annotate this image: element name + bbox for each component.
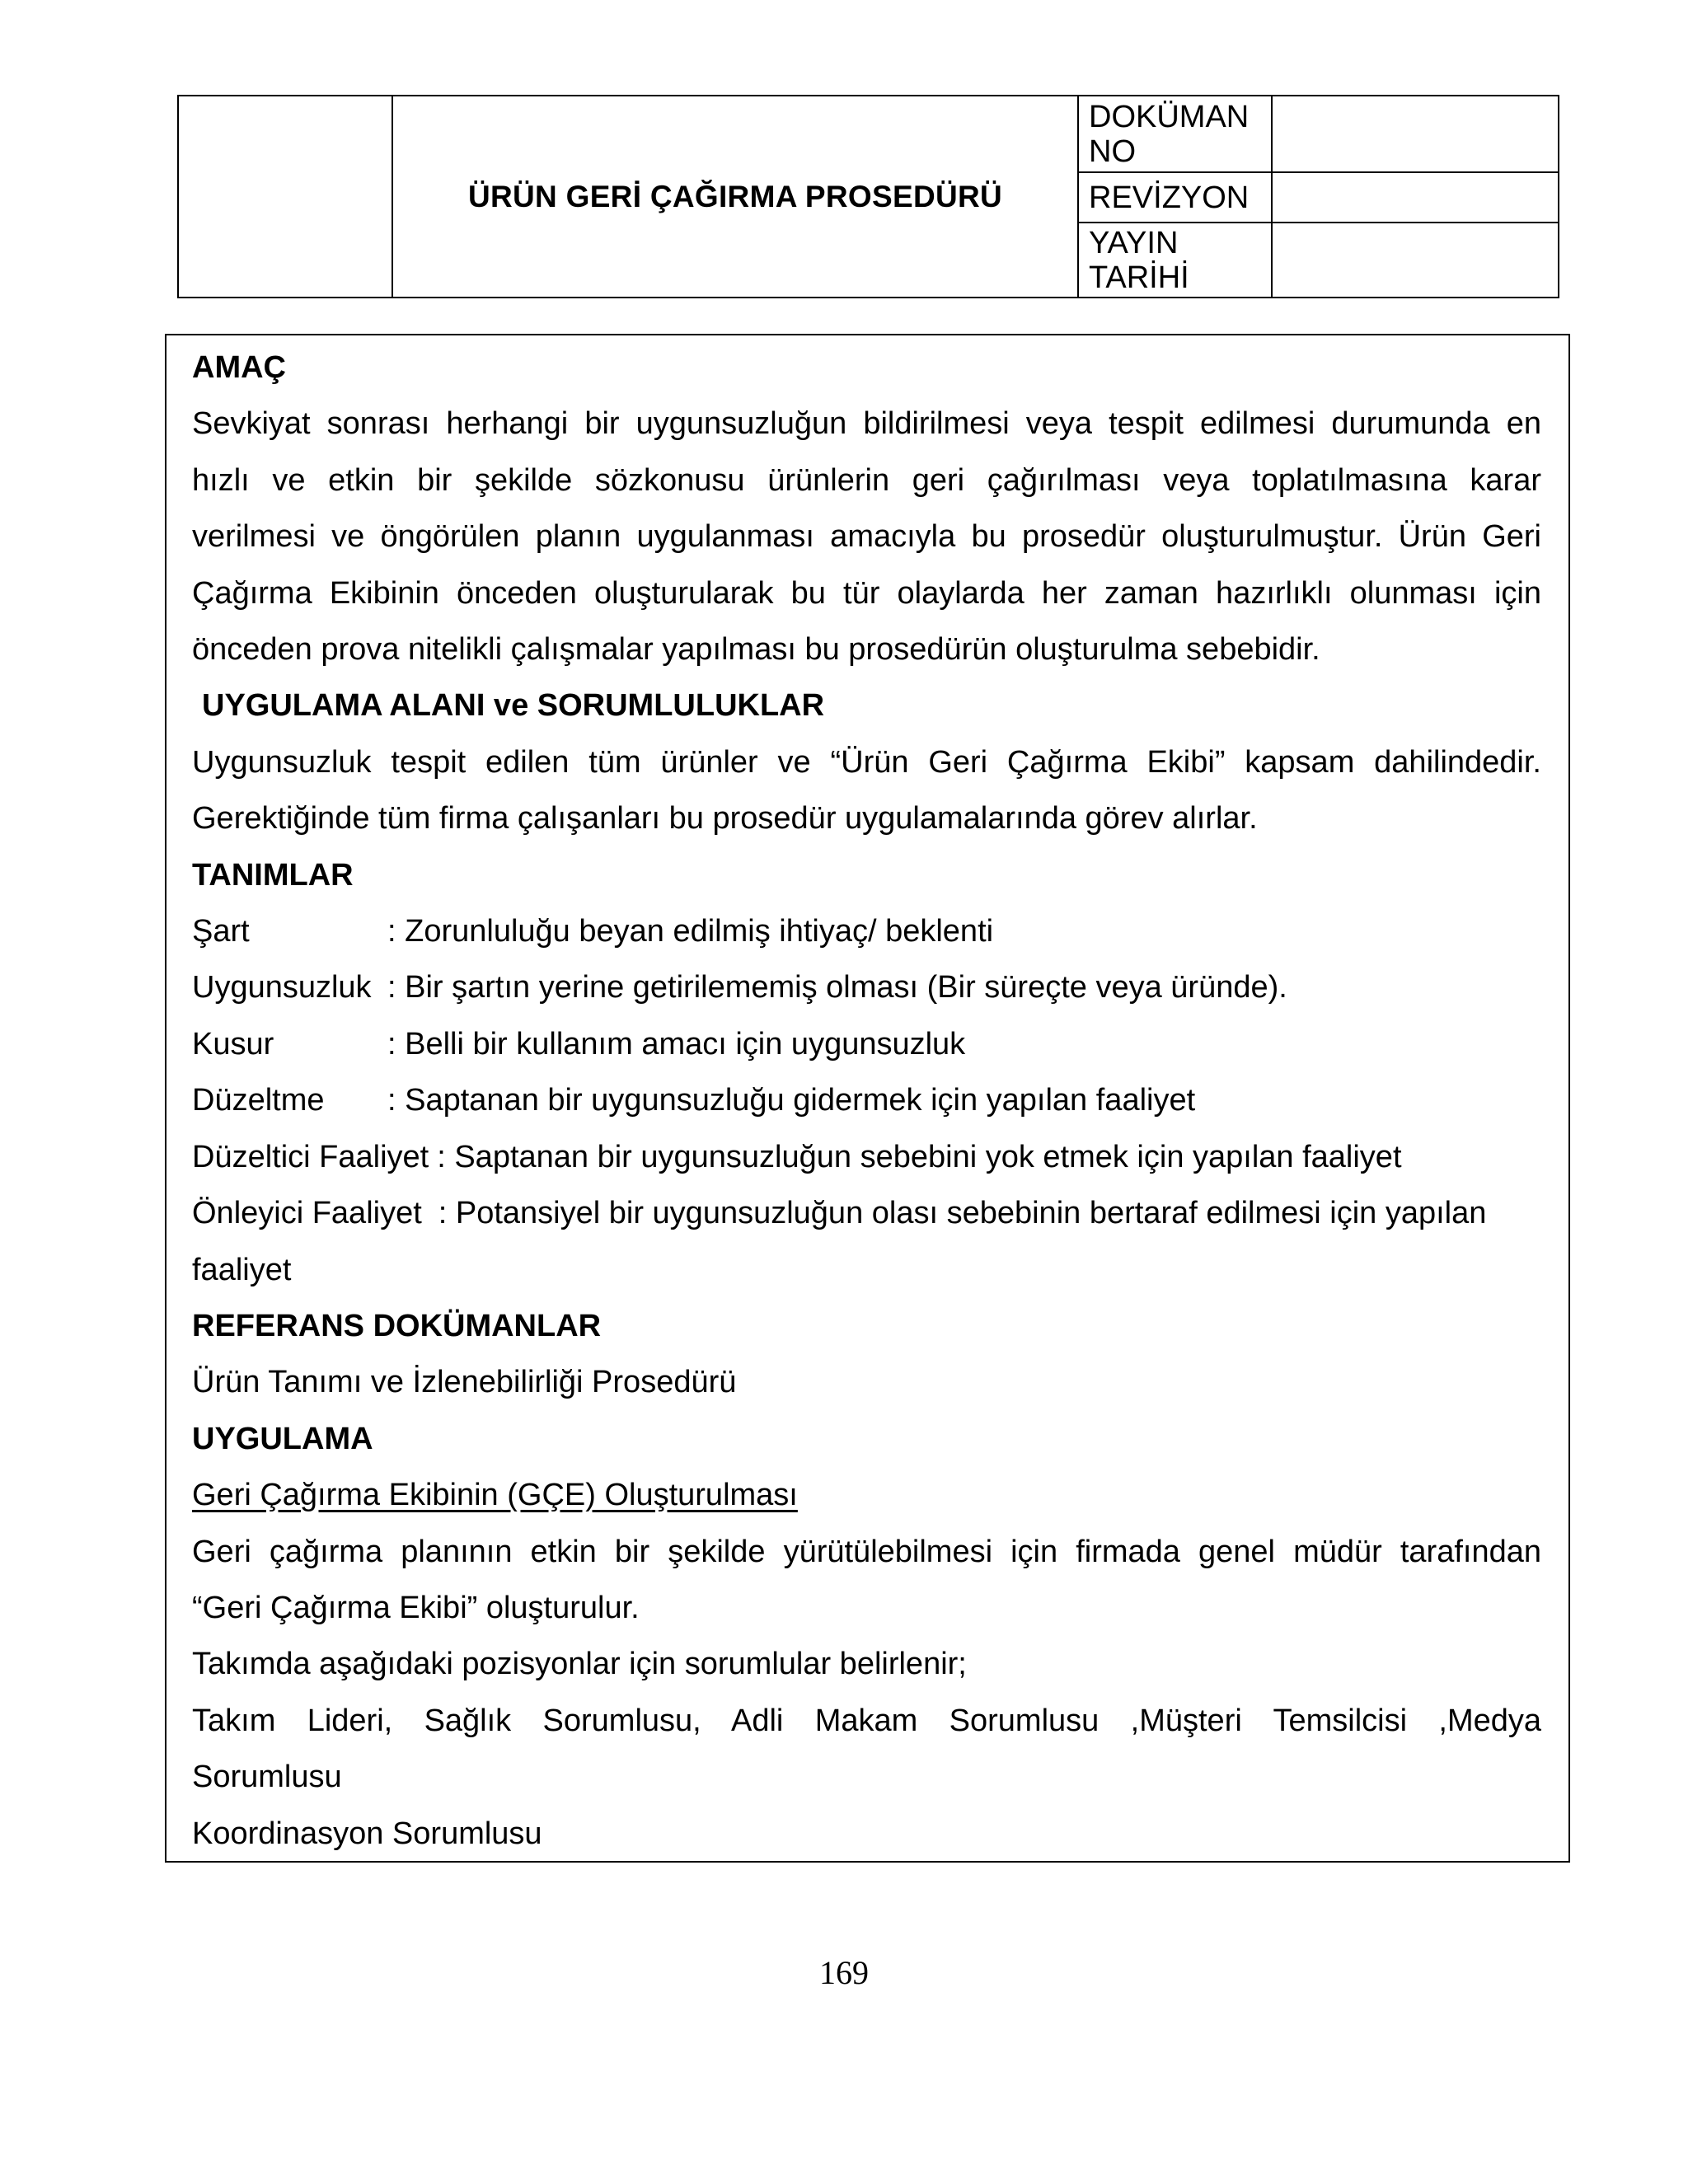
definition-continuation: faaliyet — [192, 1252, 292, 1287]
definition-row — [192, 959, 1541, 1015]
definition-term: Düzeltme — [192, 1083, 325, 1118]
application-line: Takımda aşağıdaki pozisyonlar için sorumlular belirlenir; — [192, 1647, 967, 1682]
application-line: Geri çağırma planının etkin bir şekilde yürütülebilmesi için firmada genel müdür tarafından — [192, 1534, 1541, 1569]
definition-term: Önleyici Faaliyet — [192, 1196, 422, 1231]
purpose-line: önceden prova nitelikli çalışmalar yapılması bu prosedürün oluşturulma sebebidir. — [192, 632, 1320, 668]
document-body — [192, 340, 1541, 1862]
document-title: ÜRÜN GERİ ÇAĞIRMA PROSEDÜRÜ — [392, 96, 1078, 298]
purpose-line: verilmesi ve öngörülen planın uygulanması amacıyla bu prosedür oluşturulmuştur. Ürün Geri — [192, 519, 1541, 555]
application-heading: UYGULAMA — [192, 1421, 373, 1456]
roles-line: Sorumlusu — [192, 1760, 342, 1795]
doc-number-value — [1272, 96, 1559, 172]
purpose-line: Sevkiyat sonrası herhangi bir uygunsuzluğun bildirilmesi veya tespit edilmesi durumunda en — [192, 406, 1541, 442]
purpose-line: hızlı ve etkin bir şekilde sözkonusu ürünlerin geri çağırılması veya toplatılmasına karar — [192, 462, 1541, 498]
definition-term: Uygunsuzluk — [192, 970, 372, 1005]
doc-number-label: DOKÜMAN NO — [1078, 96, 1272, 172]
definition-row — [192, 903, 1541, 959]
definitions-heading: TANIMLAR — [192, 857, 354, 893]
application-subheading-line — [192, 1467, 1541, 1523]
definition-text: : Potansiyel bir uygunsuzluğun olası sebebinin bertaraf edilmesi için yapılan — [438, 1196, 1487, 1231]
definition-term: Düzeltici Faaliyet — [192, 1139, 429, 1174]
scope-heading: UYGULAMA ALANI ve SORUMLULUKLAR — [202, 688, 825, 724]
definition-row — [192, 1016, 1541, 1072]
application-subheading: Geri Çağırma Ekibinin (GÇE) Oluşturulması — [192, 1478, 798, 1513]
definition-text: : Saptanan bir uygunsuzluğu gidermek için yapılan faaliyet — [387, 1083, 1196, 1118]
publish-date-value — [1272, 223, 1559, 298]
definition-row — [192, 1185, 1541, 1241]
definition-term: Şart — [192, 914, 250, 949]
definition-term: Kusur — [192, 1026, 274, 1062]
definition-text: : Saptanan bir uygunsuzluğun sebebini yok etmek için yapılan faaliyet — [437, 1139, 1402, 1174]
revision-value — [1272, 172, 1559, 223]
roles-line: Koordinasyon Sorumlusu — [192, 1816, 542, 1851]
publish-date-label: YAYIN TARİHİ — [1078, 223, 1272, 298]
revision-label: REVİZYON — [1078, 172, 1272, 223]
application-line: “Geri Çağırma Ekibi” oluşturulur. — [192, 1590, 640, 1625]
purpose-line: Çağırma Ekibinin önceden oluşturularak bu tür olaylarda her zaman hazırlıklı olunması için — [192, 575, 1541, 611]
page-number: 169 — [819, 1954, 869, 1991]
scope-line: Gerektiğinde tüm firma çalışanları bu prosedür uygulamalarında görev alırlar. — [192, 801, 1258, 837]
logo-cell — [178, 96, 392, 298]
definition-text: : Zorunluluğu beyan edilmiş ihtiyaç/ beklenti — [387, 914, 994, 949]
roles-line: Takım Lideri, Sağlık Sorumlusu, Adli Makam Sorumlusu ,Müşteri Temsilcisi ,Medya — [192, 1703, 1541, 1738]
definition-row — [192, 1129, 1541, 1185]
reference-document: Ürün Tanımı ve İzlenebilirliği Prosedürü — [192, 1365, 737, 1400]
document-header-table — [177, 95, 1559, 298]
references-heading: REFERANS DOKÜMANLAR — [192, 1308, 602, 1343]
definition-text: : Belli bir kullanım amacı için uygunsuzluk — [387, 1026, 966, 1062]
definition-text: : Bir şartın yerine getirilememiş olması (Bir süreçte veya üründe). — [387, 970, 1287, 1005]
purpose-heading: AMAÇ — [192, 350, 286, 385]
definition-row — [192, 1072, 1541, 1128]
scope-line: Uygunsuzluk tespit edilen tüm ürünler ve “Ürün Geri Çağırma Ekibi” kapsam dahilindedir. — [192, 744, 1541, 780]
